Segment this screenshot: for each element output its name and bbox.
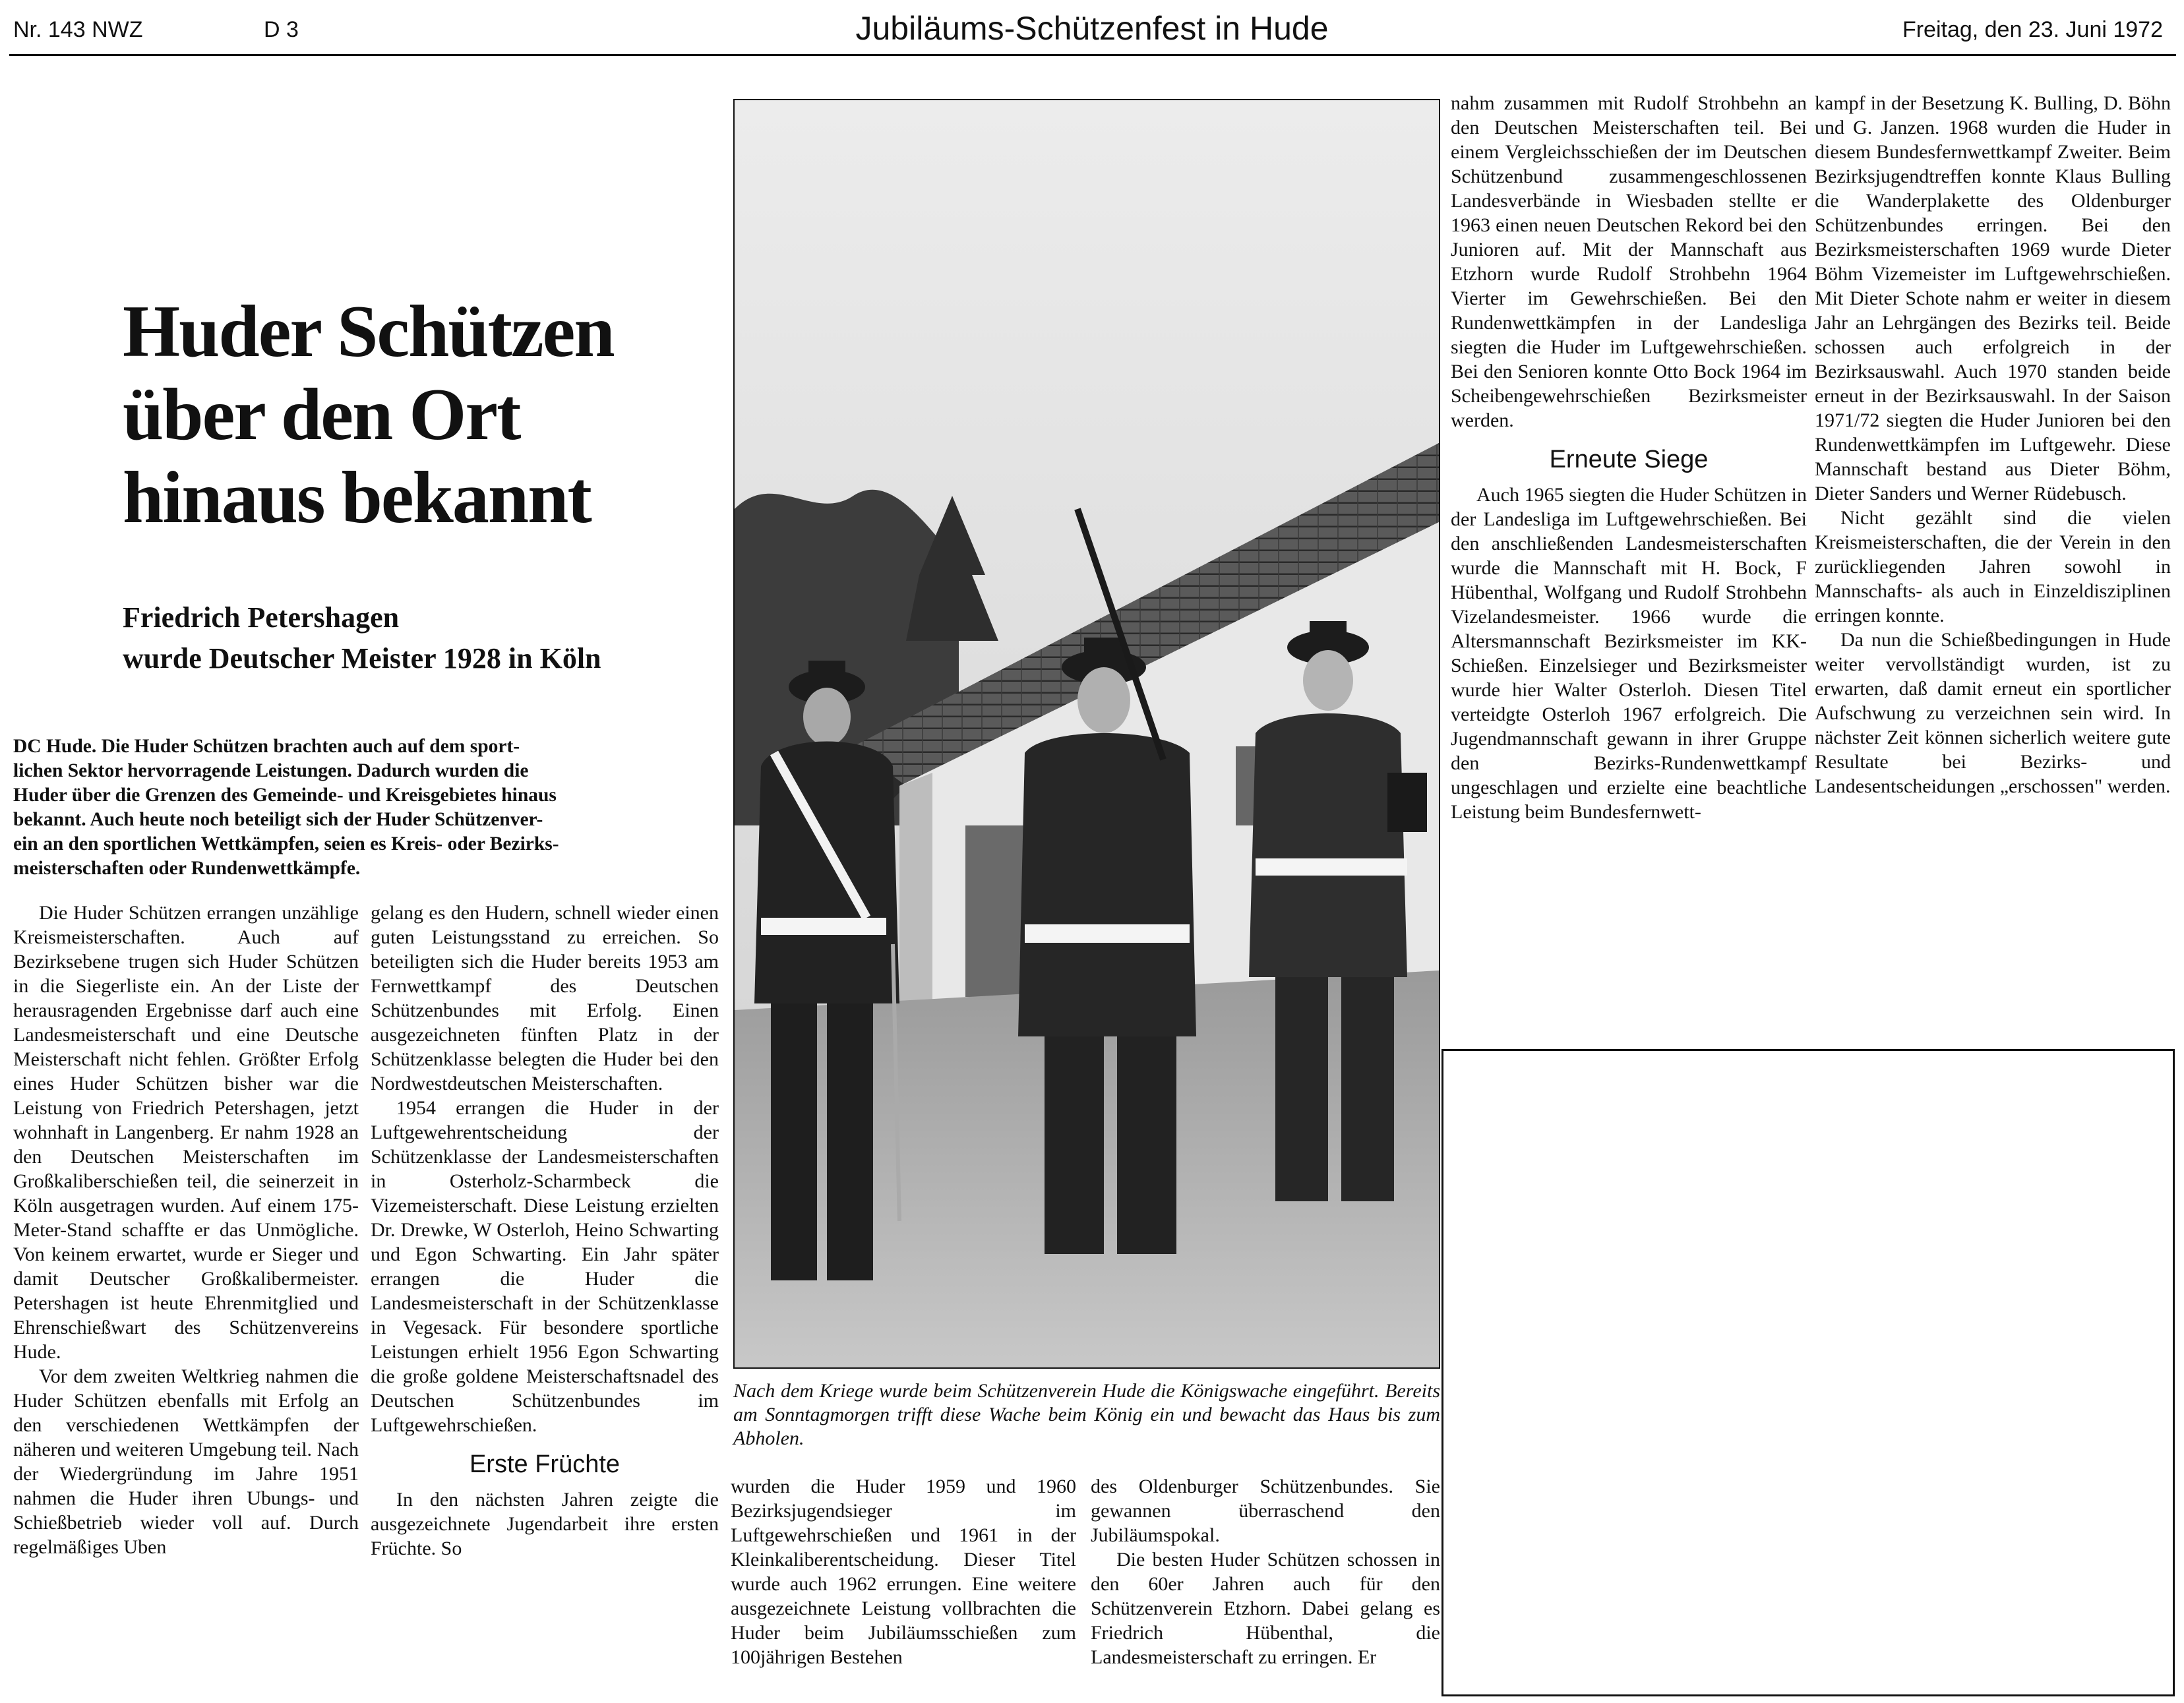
paragraph: Vor dem zweiten Weltkrieg nahmen die Huder Schützen ebenfalls mit Erfolg an den verschiedenen Wettkämpfen der näheren und weiteren Umgebung teil. Nach der Wiedergründung im Jahre 1951 nahmen die Huder ihren Ubungs- und Schießbetrieb wieder voll auf. Durch regelmäßiges Uben bbox=[13, 1365, 359, 1558]
article-column-4 bbox=[1091, 1474, 1440, 1669]
paragraph: gelang es den Hudern, schnell wieder einen guten Leistungsstand zu erreichen. So beteiligten sich die Huder bereits 1953 am Fernwettkampf des Deutschen Schützenbundes mit Erfolg. Einen ausgezeichneten fünften Platz in der Schützenklasse belegten die Huder bei den Nordwestdeutschen Meisterschaften. bbox=[371, 902, 719, 1094]
article-column-1 bbox=[13, 901, 359, 1559]
empty-bordered-box bbox=[1441, 1049, 2175, 1696]
paragraph: des Oldenburger Schützenbundes. Sie gewannen überraschend den Jubiläumspokal. bbox=[1091, 1476, 1440, 1546]
subheadline-line: Friedrich Petershagen bbox=[123, 601, 400, 634]
photo-image bbox=[735, 100, 1439, 1367]
paragraph: wurden die Huder 1959 und 1960 Bezirksjugendsieger im Luftgewehrschießen und 1961 in der Kleinkaliberentscheidung. Dieser Titel wurde auch 1962 errungen. Eine weitere ausgezeichnete Leistung vollbrachten die Huder beim Jubiläumsschießen zum 100jährigen Bestehen bbox=[731, 1476, 1076, 1668]
issue-number: Nr. 143 NWZ bbox=[13, 17, 143, 42]
lead-line: meisterschaften oder Rundenwettkämpfe. bbox=[13, 858, 361, 879]
headline bbox=[123, 290, 703, 539]
lead-line: lichen Sektor hervorragende Leistungen. Dadurch wurden die bbox=[13, 760, 529, 781]
paragraph: 1954 errangen die Huder in der Luftgewehrentscheidung der Schützenklasse der Landesmeisterschaften in Osterholz-Scharmbeck die Vizemeisterschaft. Diese Leistung erzielten Dr. Drewke, W Osterloh, Heino Schwarting und Egon Schwarting. Ein Jahr später errangen die Huder die Landesmeisterschaft in der Schützenklasse in Vegesack. Für besondere sportliche Leistungen erhielt 1956 Egon Schwarting die große goldene Meisterschaftsnadel des Deutschen Schützenbundes im Luftgewehrschießen. bbox=[371, 1097, 719, 1436]
article-column-6 bbox=[1815, 91, 2171, 798]
subheadline-line: wurde Deutscher Meister 1928 in Köln bbox=[123, 642, 601, 674]
article-column-3 bbox=[731, 1474, 1076, 1669]
lead-line: DC Hude. Die Huder Schützen brachten auch auf dem sport- bbox=[13, 736, 520, 757]
page-topic-title: Jubiläums-Schützenfest in Hude bbox=[855, 10, 1329, 47]
photo-koenigswache bbox=[733, 99, 1440, 1369]
lead-line: Huder über die Grenzen des Gemeinde- und Kreisgebietes hinaus bbox=[13, 785, 557, 806]
headline-line: Huder Schützen bbox=[123, 291, 614, 373]
issue-date: Freitag, den 23. Juni 1972 bbox=[1902, 17, 2163, 42]
paragraph: nahm zusammen mit Rudolf Strohbehn an den Deutschen Meisterschaften teil. Bei einem Vergleichsschießen der im Deutschen Schützenbund zusammengeschlossenen Landesverbände in Wiesbaden stellte er 1963 einen neuen Deutschen Rekord bei den Junioren auf. Mit der Mannschaft aus Etzhorn wurde Rudolf Strohbehn 1964 Vierter im Gewehrschießen. Bei den Rundenwettkämpfen in der Landesliga siegten die Huder im Luftgewehrschießen. Bei den Senioren konnte Otto Bock 1964 im Scheibengewehrschießen Bezirksmeister werden. bbox=[1451, 92, 1807, 431]
headline-line: hinaus bekannt bbox=[123, 457, 591, 539]
paragraph: In den nächsten Jahren zeigte die ausgezeichnete Jugendarbeit ihre ersten Früchte. So bbox=[371, 1489, 719, 1559]
paragraph: Da nun die Schießbedingungen in Hude weiter vervollständigt wurden, ist zu erwarten, daß damit erneut ein sportlicher Aufschwung zu verzeichnen sein wird. In nächster Zeit können sicherlich weitere gute Resultate bei Bezirks- und Landesentscheidungen „erschossen" werden. bbox=[1815, 629, 2171, 797]
article-column-5 bbox=[1451, 91, 1807, 824]
paragraph: Auch 1965 siegten die Huder Schützen in der Landesliga im Luftgewehrschießen. Bei den anschließenden Landesmeisterschaften wurde die Mannschaft mit H. Bock, F Hübenthal, Wolfgang und Rudolf Strohbehn Vizelandesmeister. 1966 wurde die Altersmannschaft Bezirksmeister im KK-Schießen. Einzelsieger und Bezirksmeister wurde hier Walter Osterloh. Diesen Titel verteidgte Osterloh 1967 erfolgreich. Die Jugendmannschaft gewann in ihrer Gruppe den Bezirks-Rundenwettkampf ungeschlagen und erzielte eine beachtliche Leistung beim Bundesfernwett- bbox=[1451, 484, 1807, 823]
section-heading: Erneute Siege bbox=[1549, 446, 1709, 473]
photo-caption: Nach dem Kriege wurde beim Schützenverein Hude die Königswache eingeführt. Bereits am Sonntagmorgen trifft diese Wache beim König ein und bewacht das Haus bis zum Abholen. bbox=[733, 1380, 1440, 1449]
article-column-2 bbox=[371, 901, 719, 1561]
lead-line: bekannt. Auch heute noch beteiligt sich der Huder Schützenver- bbox=[13, 809, 543, 830]
paragraph: Die besten Huder Schützen schossen in den 60er Jahren auch für den Schützenverein Etzhorn. Dabei gelang es Friedrich Hübenthal, die Landesmeisterschaft zu erringen. Er bbox=[1091, 1549, 1440, 1668]
section-heading: Erste Früchte bbox=[469, 1450, 621, 1478]
paragraph: Die Huder Schützen errangen unzählige Kreismeisterschaften. Auch auf Bezirksebene trugen sich Huder Schützen in die Siegerliste ein. An der Liste der herausragenden Ergebnisse darf auch eine Landesmeisterschaft und eine Deutsche Meisterschaft nicht fehlen. Größter Erfolg eines Huder Schützen bisher war die Leistung von Friedrich Petershagen, jetzt wohnhaft in Langenberg. Er nahm 1928 an den Deutschen Meisterschaften im Großkaliberschießen teil, die seinerzeit in Köln ausgetragen wurden. Auf einem 175-Meter-Stand schaffte er das Unmögliche. Von keinem erwartet, wurde er Sieger und damit Deutscher Großkalibermeister. Petershagen ist heute Ehrenmitglied und Ehrenschießwart des Schützenvereins Hude. bbox=[13, 902, 359, 1363]
page-section: D 3 bbox=[264, 17, 299, 42]
lead-paragraph bbox=[13, 734, 720, 881]
paragraph: kampf in der Besetzung K. Bulling, D. Böhn und G. Janzen. 1968 wurden die Huder in diesem Bundesfernwettkampf Zweiter. Beim Bezirksjugendtreffen konnte Klaus Bulling die Wanderplakette des Oldenburger Schützenbundes erringen. Bei den Bezirksmeisterschaften 1969 wurde Dieter Böhm Vizemeister im Luftgewehrschießen. Mit Dieter Schote nahm er weiter in diesem Jahr an Lehrgängen des Bezirks teil. Beide schossen auch erfolgreich in der Bezirksauswahl. Auch 1970 standen beide erneut in der Bezirksauswahl. In der Saison 1971/72 siegten die Huder Junioren bei den Rundenwettkämpfen im Luftgewehr. Diese Mannschaft bestand aus Dieter Böhm, Dieter Sanders und Werner Rüdebusch. bbox=[1815, 92, 2171, 504]
paragraph: Nicht gezählt sind die vielen Kreismeisterschaften, die der Verein in den zurückliegenden Jahren sowohl in Mannschafts- als auch in Einzeldisziplinen erringen konnte. bbox=[1815, 507, 2171, 626]
lead-line: ein an den sportlichen Wettkämpfen, seien es Kreis- oder Bezirks- bbox=[13, 833, 559, 854]
subheadline bbox=[123, 597, 716, 679]
header-rule bbox=[9, 54, 2176, 56]
headline-line: über den Ort bbox=[123, 374, 520, 456]
